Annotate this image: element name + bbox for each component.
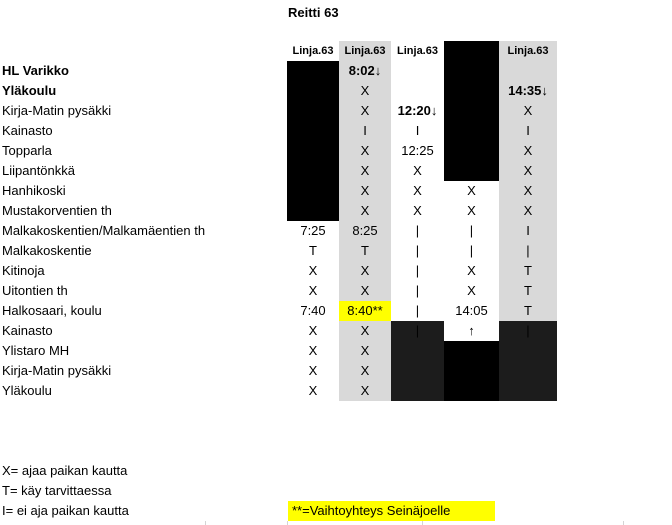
column-block bbox=[444, 341, 499, 401]
stop-name: Malkakoskentien/Malkamäentien th bbox=[2, 223, 206, 238]
stop-mark-cell: X bbox=[308, 343, 318, 358]
legend-t: T= käy tarvittaessa bbox=[2, 483, 112, 498]
column-header: Linja.63 bbox=[292, 45, 334, 57]
stop-mark-cell: | bbox=[469, 223, 474, 238]
stop-mark-cell: X bbox=[360, 263, 370, 278]
time-cell: 12:20↓ bbox=[397, 103, 438, 118]
stop-mark-cell: | bbox=[526, 323, 530, 338]
stop-mark-cell: T bbox=[524, 263, 532, 278]
stop-mark-cell: | bbox=[415, 223, 420, 238]
stop-mark-cell: X bbox=[467, 263, 476, 278]
stop-mark-cell: X bbox=[308, 283, 318, 298]
stop-mark-cell: X bbox=[360, 143, 370, 158]
stop-name: Kitinoja bbox=[2, 263, 45, 278]
stop-name: Mustakorventien th bbox=[2, 203, 112, 218]
stop-mark-cell: T bbox=[361, 243, 369, 258]
stop-name: Hanhikoski bbox=[2, 183, 66, 198]
column-header bbox=[444, 41, 499, 61]
stop-mark-cell: X bbox=[360, 203, 370, 218]
stop-name: Malkakoskentie bbox=[2, 243, 92, 258]
stop-mark-cell: X bbox=[360, 103, 370, 118]
stop-mark-cell: X bbox=[467, 183, 476, 198]
grid-tick bbox=[422, 521, 423, 525]
stop-mark-cell: X bbox=[360, 363, 370, 378]
stop-mark-cell: T bbox=[309, 243, 317, 258]
time-cell: 14:35↓ bbox=[508, 83, 548, 98]
stop-mark-cell: | bbox=[415, 283, 420, 298]
stop-name: Liipantönkkä bbox=[2, 163, 75, 178]
stop-mark-cell: X bbox=[308, 363, 318, 378]
stop-mark-cell: X bbox=[360, 183, 370, 198]
stop-mark-cell: X bbox=[467, 283, 476, 298]
stop-mark-cell: X bbox=[360, 83, 370, 98]
grid-tick bbox=[205, 521, 206, 525]
stop-mark-cell: | bbox=[469, 243, 474, 258]
transfer-note: **=Vaihtoyhteys Seinäjoelle bbox=[288, 501, 495, 521]
column-block bbox=[444, 41, 499, 181]
time-cell: 12:25 bbox=[401, 143, 434, 158]
column-header: Linja.63 bbox=[507, 45, 549, 57]
stop-name: Yläkoulu bbox=[2, 83, 57, 98]
stop-mark-cell: I bbox=[415, 123, 420, 138]
stop-mark-cell: I bbox=[526, 123, 530, 138]
stop-mark-cell: X bbox=[360, 163, 370, 178]
time-cell: 7:40 bbox=[300, 303, 326, 318]
stop-name: Kirja-Matin pysäkki bbox=[2, 103, 112, 118]
stop-mark-cell: X bbox=[523, 163, 533, 178]
stop-mark-cell: I bbox=[363, 123, 367, 138]
stop-mark-cell: X bbox=[360, 383, 370, 398]
column-header: Linja.63 bbox=[397, 45, 438, 57]
time-cell: 7:25 bbox=[300, 223, 326, 238]
stop-name: Kainasto bbox=[2, 323, 53, 338]
stop-mark-cell: T bbox=[524, 303, 532, 318]
stop-mark-cell: | bbox=[415, 243, 420, 258]
stop-mark-cell: X bbox=[360, 323, 370, 338]
stop-name: Topparla bbox=[2, 143, 52, 158]
route-title: Reitti 63 bbox=[288, 5, 339, 20]
stop-mark-cell: X bbox=[360, 343, 370, 358]
stop-mark-cell: X bbox=[308, 263, 318, 278]
grid-tick bbox=[623, 521, 624, 525]
grid-tick bbox=[287, 521, 288, 525]
stop-mark-cell: I bbox=[526, 223, 530, 238]
stop-name: Ylistaro MH bbox=[2, 343, 70, 358]
stop-name: Yläkoulu bbox=[2, 383, 52, 398]
stop-mark-cell: X bbox=[360, 283, 370, 298]
up-arrow-icon: ↑ bbox=[444, 321, 499, 341]
stop-mark-cell: | bbox=[415, 303, 420, 318]
stop-name: Uitontien th bbox=[2, 283, 68, 298]
transfer-time-cell: 8:40** bbox=[339, 301, 391, 321]
stop-mark-cell: | bbox=[415, 263, 420, 278]
stop-mark-cell: X bbox=[523, 203, 533, 218]
stop-mark-cell: X bbox=[523, 183, 533, 198]
stop-mark-cell: X bbox=[413, 163, 422, 178]
time-cell: 8:25 bbox=[352, 223, 378, 238]
stop-mark-cell: T bbox=[524, 283, 532, 298]
time-cell: 8:02↓ bbox=[348, 63, 382, 78]
stop-name: Kirja-Matin pysäkki bbox=[2, 363, 112, 378]
stop-mark-cell: | bbox=[526, 243, 530, 258]
stop-mark-cell: X bbox=[413, 203, 422, 218]
time-cell: 14:05 bbox=[455, 303, 488, 318]
stop-mark-cell: X bbox=[523, 103, 533, 118]
stop-name: Kainasto bbox=[2, 123, 53, 138]
stop-name: HL Varikko bbox=[2, 63, 69, 78]
stop-mark-cell: | bbox=[415, 323, 420, 338]
stop-mark-cell: X bbox=[308, 383, 318, 398]
stop-mark-cell: X bbox=[308, 323, 318, 338]
stop-mark-cell: X bbox=[413, 183, 422, 198]
legend-i: I= ei aja paikan kautta bbox=[2, 503, 129, 518]
column-block bbox=[287, 61, 339, 221]
legend-x: X= ajaa paikan kautta bbox=[2, 463, 128, 478]
stop-name: Halkosaari, koulu bbox=[2, 303, 102, 318]
stop-mark-cell: X bbox=[523, 143, 533, 158]
column-header: Linja.63 bbox=[344, 45, 386, 57]
stop-mark-cell: X bbox=[467, 203, 476, 218]
